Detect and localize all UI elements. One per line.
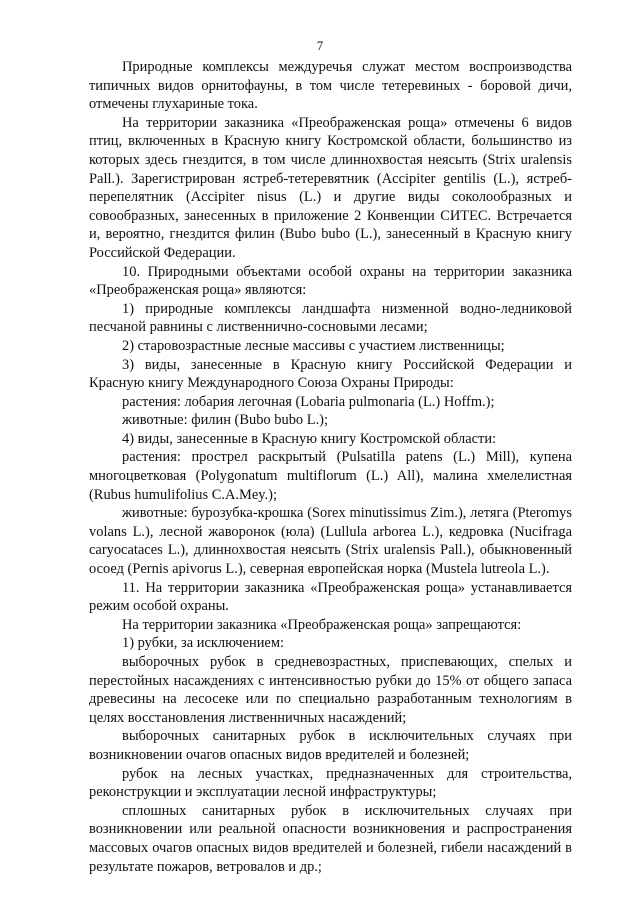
paragraph: выборочных рубок в средневозрастных, приспевающих, спелых и перестойных насаждениях с интенсивностью рубки до 15% от общего запаса древесины на лесосеке или по специально разработанным технологиям в целях восстановления лиственничных насаждений; [89,654,572,726]
paragraph: выборочных санитарных рубок в исключительных случаях при возникновении очагов опасных видов вредителей и болезней; [89,728,572,763]
page-number: 7 [316,38,324,53]
paragraph: 4) виды, занесенные в Красную книгу Костромской области: [122,430,497,447]
paragraph: Природные комплексы междуречья служат местом воспроизводства типичных видов орнитофауны, в том числе тетеревиных - боровой дичи, отмечены глухариные тока. [89,59,572,113]
paragraph: На территории заказника «Преображенская роща» отмечены 6 видов птиц, включенных в Красную книгу Костромской области, большинство из которых здесь гнездится, в том числе длиннохвостая неясыть (Strix uralensis Pall.). Зарегистрирован ястреб-тетеревятник (Accipiter gentilis (L.), ястреб-перепелятник (Accipiter nisus (L.) и другие виды соколообразных и совообразных, занесенных в приложение 2 Конвенции СИТЕС. Встречается и, вероятно, гнездится филин (Bubo bubo (L.), занесенный в Красную книгу Российской Федерации. [89,114,572,261]
paragraph: растения: лобария легочная (Lobaria pulmonaria (L.) Hoffm.); [122,393,495,410]
paragraph: растения: прострел раскрытый (Pulsatilla patens (L.) Mill), купена многоцветковая (Polygonatum multiflorum (L.) All), малина хмелелистная (Rubus humulifolius C.A.Mey.); [89,449,572,503]
paragraph: животные: бурозубка-крошка (Sorex minutissimus Zim.), летяга (Pteromys volans L.), лесной жаворонок (юла) (Lullula arborea L.), кедровка (Nucifraga caryocataces L.), длиннохвостая неясыть (Strix uralensis Pall.), обыкновенный осоед (Pernis apivorus L.), северная европейская норка (Mustela lutreola L.). [89,505,572,578]
paragraph: 1) природные комплексы ландшафта низменной водно-ледниковой песчаной равнины с лиственнично-сосновыми лесами; [89,300,572,336]
paragraph: 2) старовозрастные лесные массивы с участием лиственницы; [122,337,505,354]
document-body [89,58,572,876]
paragraph: 11. На территории заказника «Преображенская роща» устанавливается режим особой охраны. [89,579,572,615]
paragraph: 3) виды, занесенные в Красную книгу Российской Федерации и Красную книгу Международного Союза Охраны Природы: [89,356,572,392]
paragraph: 1) рубки, за исключением: [122,635,284,652]
paragraph: животные: филин (Bubo bubo L.); [122,412,328,429]
paragraph: 10. Природными объектами особой охраны на территории заказника «Преображенская роща» являются: [89,263,572,299]
paragraph: сплошных санитарных рубок в исключительных случаях при возникновении или реальной опасности возникновения и распространения массовых очагов опасных видов вредителей и болезней, гибели насаждений в результате пожаров, ветровалов и др.; [89,802,572,875]
paragraph: На территории заказника «Преображенская роща» запрещаются: [122,616,522,633]
paragraph: рубок на лесных участках, предназначенных для строительства, реконструкции и эксплуатации лесной инфраструктуры; [89,765,572,801]
